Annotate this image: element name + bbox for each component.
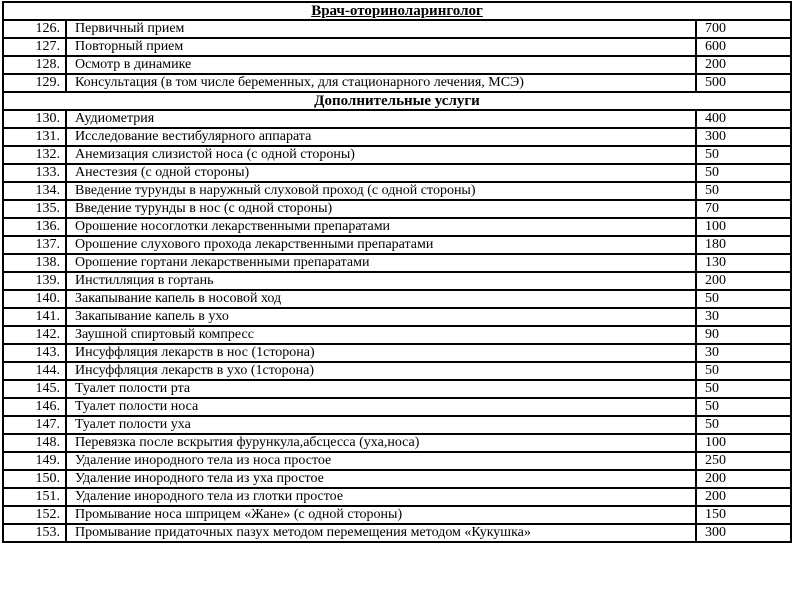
table-row xyxy=(3,272,791,290)
row-number: 140. xyxy=(3,290,66,308)
row-number: 131. xyxy=(3,128,66,146)
section-header-text: Врач-оториноларинголог xyxy=(311,3,483,19)
row-number: 142. xyxy=(3,326,66,344)
row-number: 135. xyxy=(3,200,66,218)
service-name: Туалет полости носа xyxy=(66,398,696,416)
row-number: 126. xyxy=(3,20,66,38)
row-number: 137. xyxy=(3,236,66,254)
row-number: 141. xyxy=(3,308,66,326)
table-row xyxy=(3,146,791,164)
row-number: 132. xyxy=(3,146,66,164)
row-number: 144. xyxy=(3,362,66,380)
table-row xyxy=(3,344,791,362)
service-name: Заушной спиртовый компресс xyxy=(66,326,696,344)
table-row xyxy=(3,398,791,416)
row-number: 127. xyxy=(3,38,66,56)
service-price: 200 xyxy=(696,272,791,290)
table-row xyxy=(3,182,791,200)
service-name: Орошение носоглотки лекарственными препаратами xyxy=(66,218,696,236)
service-price: 50 xyxy=(696,146,791,164)
row-number: 150. xyxy=(3,470,66,488)
table-row xyxy=(3,164,791,182)
table-row xyxy=(3,236,791,254)
service-price: 150 xyxy=(696,506,791,524)
section-header-text: Дополнительные услуги xyxy=(314,93,480,109)
service-price: 300 xyxy=(696,128,791,146)
service-name: Орошение гортани лекарственными препаратами xyxy=(66,254,696,272)
service-name: Промывание придаточных пазух методом перемещения методом «Кукушка» xyxy=(66,524,696,542)
section-header-row xyxy=(3,92,791,110)
service-name: Инстилляция в гортань xyxy=(66,272,696,290)
service-price: 250 xyxy=(696,452,791,470)
service-name: Осмотр в динамике xyxy=(66,56,696,74)
row-number: 133. xyxy=(3,164,66,182)
table-row xyxy=(3,20,791,38)
service-name: Туалет полости рта xyxy=(66,380,696,398)
service-price: 200 xyxy=(696,56,791,74)
service-price: 200 xyxy=(696,488,791,506)
price-list-table-body xyxy=(3,2,791,542)
service-name: Инсуффляция лекарств в нос (1сторона) xyxy=(66,344,696,362)
service-name: Первичный прием xyxy=(66,20,696,38)
service-price: 70 xyxy=(696,200,791,218)
service-name: Инсуффляция лекарств в ухо (1сторона) xyxy=(66,362,696,380)
table-row xyxy=(3,434,791,452)
service-name: Орошение слухового прохода лекарственными препаратами xyxy=(66,236,696,254)
row-number: 134. xyxy=(3,182,66,200)
service-name: Перевязка после вскрытия фурункула,абсцесса (уха,носа) xyxy=(66,434,696,452)
table-row xyxy=(3,290,791,308)
table-row xyxy=(3,74,791,92)
table-row xyxy=(3,470,791,488)
table-row xyxy=(3,380,791,398)
row-number: 148. xyxy=(3,434,66,452)
table-row xyxy=(3,218,791,236)
service-name: Туалет полости уха xyxy=(66,416,696,434)
service-name: Повторный прием xyxy=(66,38,696,56)
row-number: 129. xyxy=(3,74,66,92)
row-number: 149. xyxy=(3,452,66,470)
service-price: 600 xyxy=(696,38,791,56)
section-header-cell xyxy=(3,2,791,20)
service-name: Исследование вестибулярного аппарата xyxy=(66,128,696,146)
service-price: 50 xyxy=(696,182,791,200)
row-number: 151. xyxy=(3,488,66,506)
row-number: 147. xyxy=(3,416,66,434)
row-number: 146. xyxy=(3,398,66,416)
service-price: 50 xyxy=(696,398,791,416)
service-price: 50 xyxy=(696,362,791,380)
service-price: 100 xyxy=(696,434,791,452)
service-price: 100 xyxy=(696,218,791,236)
table-row xyxy=(3,128,791,146)
row-number: 152. xyxy=(3,506,66,524)
service-name: Промывание носа шприцем «Жане» (с одной стороны) xyxy=(66,506,696,524)
service-price: 50 xyxy=(696,380,791,398)
service-price: 30 xyxy=(696,308,791,326)
table-row xyxy=(3,326,791,344)
service-name: Анестезия (с одной стороны) xyxy=(66,164,696,182)
service-price: 130 xyxy=(696,254,791,272)
service-price: 50 xyxy=(696,290,791,308)
table-row xyxy=(3,110,791,128)
service-name: Закапывание капель в ухо xyxy=(66,308,696,326)
row-number: 143. xyxy=(3,344,66,362)
price-list-table xyxy=(2,1,792,543)
table-row xyxy=(3,254,791,272)
service-price: 90 xyxy=(696,326,791,344)
table-row xyxy=(3,488,791,506)
service-price: 400 xyxy=(696,110,791,128)
service-name: Закапывание капель в носовой ход xyxy=(66,290,696,308)
section-header-row xyxy=(3,2,791,20)
row-number: 136. xyxy=(3,218,66,236)
table-row xyxy=(3,524,791,542)
table-row xyxy=(3,38,791,56)
service-name: Аудиометрия xyxy=(66,110,696,128)
service-name: Введение турунды в нос (с одной стороны) xyxy=(66,200,696,218)
service-name: Консультация (в том числе беременных, для стационарного лечения, МСЭ) xyxy=(66,74,696,92)
row-number: 138. xyxy=(3,254,66,272)
table-row xyxy=(3,416,791,434)
table-row xyxy=(3,308,791,326)
service-price: 30 xyxy=(696,344,791,362)
service-price: 500 xyxy=(696,74,791,92)
section-header-cell xyxy=(3,92,791,110)
service-price: 50 xyxy=(696,164,791,182)
service-price: 700 xyxy=(696,20,791,38)
service-price: 200 xyxy=(696,470,791,488)
table-row xyxy=(3,200,791,218)
service-price: 180 xyxy=(696,236,791,254)
service-name: Анемизация слизистой носа (с одной стороны) xyxy=(66,146,696,164)
row-number: 139. xyxy=(3,272,66,290)
service-name: Удаление инородного тела из уха простое xyxy=(66,470,696,488)
table-row xyxy=(3,452,791,470)
row-number: 130. xyxy=(3,110,66,128)
service-price: 300 xyxy=(696,524,791,542)
service-price: 50 xyxy=(696,416,791,434)
row-number: 153. xyxy=(3,524,66,542)
table-row xyxy=(3,506,791,524)
service-name: Введение турунды в наружный слуховой проход (с одной стороны) xyxy=(66,182,696,200)
service-name: Удаление инородного тела из носа простое xyxy=(66,452,696,470)
table-row xyxy=(3,362,791,380)
row-number: 128. xyxy=(3,56,66,74)
table-row xyxy=(3,56,791,74)
service-name: Удаление инородного тела из глотки простое xyxy=(66,488,696,506)
row-number: 145. xyxy=(3,380,66,398)
